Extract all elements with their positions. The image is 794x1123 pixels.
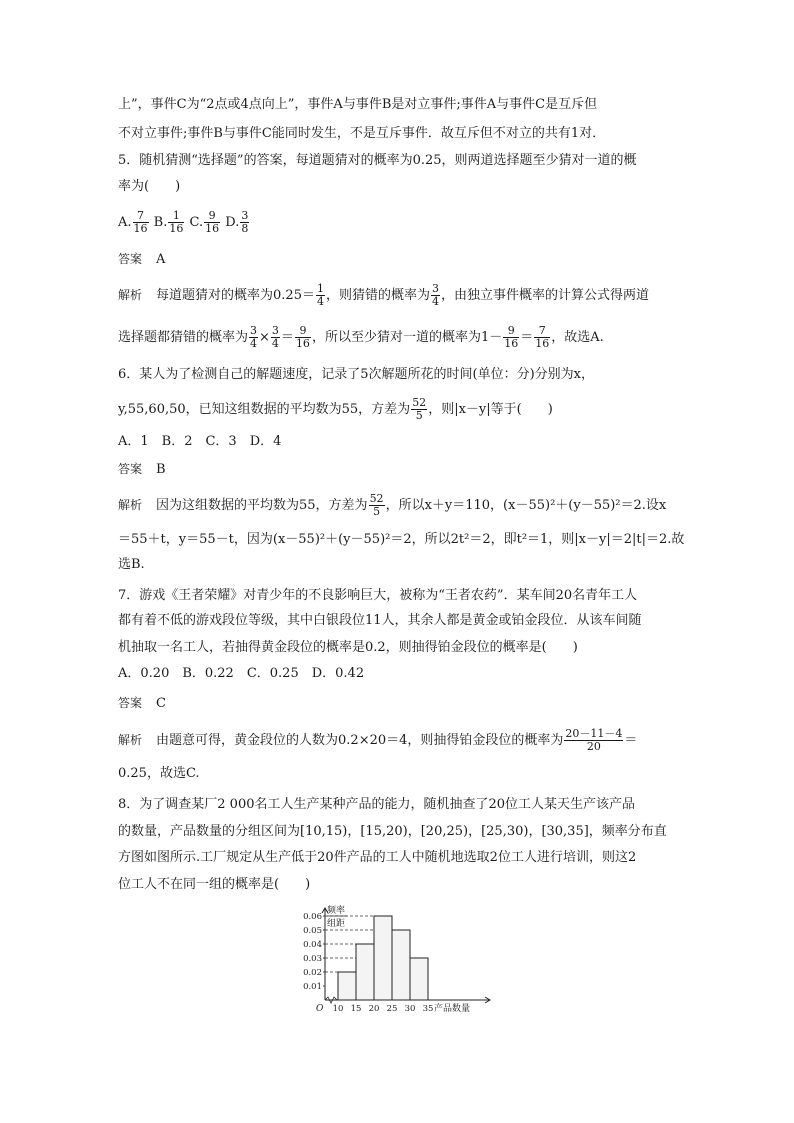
- option-c: C.: [189, 215, 204, 230]
- x-tick-label: 35: [422, 1004, 434, 1014]
- q6-solution: 选B.: [118, 557, 145, 572]
- q8-stem: 位工人不在同一组的概率是( ): [118, 877, 311, 892]
- q6-stem: 6．某人为了检测自己的解题速度，记录了5次解题所花的时间(单位：分)分别为x，: [118, 367, 595, 382]
- q7-stem: 都有着不低的游戏段位等级，其中白银段位11人，其余人都是黄金或铂金段位．从该车间随: [118, 613, 642, 628]
- text-line: 上”，事件C为“2点或4点向上”，事件A与事件B是对立事件;事件A与事件C是互斥但: [118, 97, 598, 112]
- histogram-bar: [356, 944, 374, 1000]
- y-axis-label: 频率: [327, 906, 346, 916]
- y-tick-label: 0.05: [303, 926, 322, 936]
- option-a: A.: [118, 215, 132, 230]
- histogram-bar: [410, 958, 428, 1000]
- histogram-bar: [392, 930, 410, 1000]
- y-axis-label: 组距: [327, 919, 346, 929]
- q7-solution: 0.25，故选C.: [118, 766, 200, 781]
- histogram-bar: [374, 916, 392, 1000]
- q7-stem: 机抽取一名工人，若抽得黄金段位的概率是0.2，则抽得铂金段位的概率是( ): [118, 640, 578, 655]
- q5-answer: 答案 A: [118, 252, 166, 267]
- q6-options: A．1 B．2 C．3 D．4: [118, 434, 282, 449]
- y-tick-label: 0.06: [303, 912, 322, 922]
- fraction: $\frac{3}{8}$: [241, 209, 249, 235]
- q7-stem: 7．游戏《王者荣耀》对青少年的不良影响巨大，被称为“王者农药”．某车间20名青年工人: [118, 588, 638, 603]
- x-tick-label: 20: [368, 1004, 380, 1014]
- fraction: $\frac{7}{16}$: [133, 209, 148, 235]
- q5-options: [118, 210, 250, 235]
- x-axis-label: 产品数量: [434, 1004, 471, 1014]
- q5-stem: 5．随机猜测“选择题”的答案，每道题猜对的概率为0.25，则两道选择题至少猜对一道的概: [118, 153, 637, 168]
- x-tick-label: 30: [404, 1004, 416, 1014]
- y-tick-label: 0.04: [303, 940, 322, 950]
- q6-stem: y,55,60,50，已知这组数据的平均数为55，方差为 $\frac{52}{5}$ ，则|x－y|等于( ): [118, 396, 553, 422]
- q6-solution: 解析 因为这组数据的平均数为55，方差为 $\frac{52}{5}$ ，所以x＋y＝110，(x－55)²＋(y－55)²＝2.设x: [118, 492, 667, 518]
- q7-answer: 答案 C: [118, 696, 166, 711]
- x-tick-label: 15: [350, 1004, 362, 1014]
- q8-stem: 8．为了调查某厂2 000名工人生产某种产品的能力，随机抽查了20位工人某天生产该产品: [118, 797, 636, 812]
- q7-solution: 解析 由题意可得，黄金段位的人数为0.2×20＝4，则抽得铂金段位的概率为 $\frac{20-11-4}{20}$ ＝: [118, 727, 638, 753]
- histogram-bar: [338, 972, 356, 1000]
- q5-solution: 选择题都猜错的概率为 $\frac{3}{4}$ × $\frac{3}{4}$ ＝ $\frac{9}{16}$ ，所以至少猜对一道的概率为1－ $\frac{9}{16}$ ＝ $\frac{7}{16}$ ，故选A.: [118, 324, 604, 350]
- fraction: $\frac{9}{16}$: [205, 209, 220, 235]
- q8-stem: 的数量，产品数量的分组区间为[10,15)，[15,20)，[20,25)，[25,30)，[30,35]，频率分布直: [118, 824, 667, 839]
- x-tick-label: 25: [386, 1004, 398, 1014]
- y-tick-label: 0.02: [303, 968, 322, 978]
- y-tick-label: 0.03: [303, 954, 322, 964]
- q6-solution: ＝55＋t，y＝55－t，因为(x－55)²＋(y－55)²＝2，所以2t²＝2，即t²＝1，则|x－y|＝2|t|＝2.故: [118, 532, 685, 547]
- origin-label: O: [316, 1004, 324, 1014]
- frequency-histogram: [290, 900, 510, 1025]
- q5-solution: 解析 每道题猜对的概率为0.25＝ $\frac{1}{4}$ ，则猜错的概率为 $\frac{3}{4}$ ，由独立事件概率的计算公式得两道: [118, 282, 649, 308]
- text-line: 不对立事件;事件B与事件C能同时发生，不是互斥事件．故互斥但不对立的共有1对．: [118, 126, 606, 141]
- q5-stem: 率为( ): [118, 179, 181, 194]
- q7-options: A．0.20 B．0.22 C．0.25 D．0.42: [118, 666, 365, 681]
- option-b: B.: [153, 215, 168, 230]
- fraction: $\frac{1}{16}$: [169, 209, 184, 235]
- x-tick-label: 10: [332, 1004, 344, 1014]
- option-d: D.: [225, 215, 240, 230]
- y-tick-label: 0.01: [303, 982, 322, 992]
- q8-stem: 方图如图所示.工厂规定从生产低于20件产品的工人中随机地选取2位工人进行培训，则这2: [118, 850, 637, 865]
- q6-answer: 答案 B: [118, 462, 166, 477]
